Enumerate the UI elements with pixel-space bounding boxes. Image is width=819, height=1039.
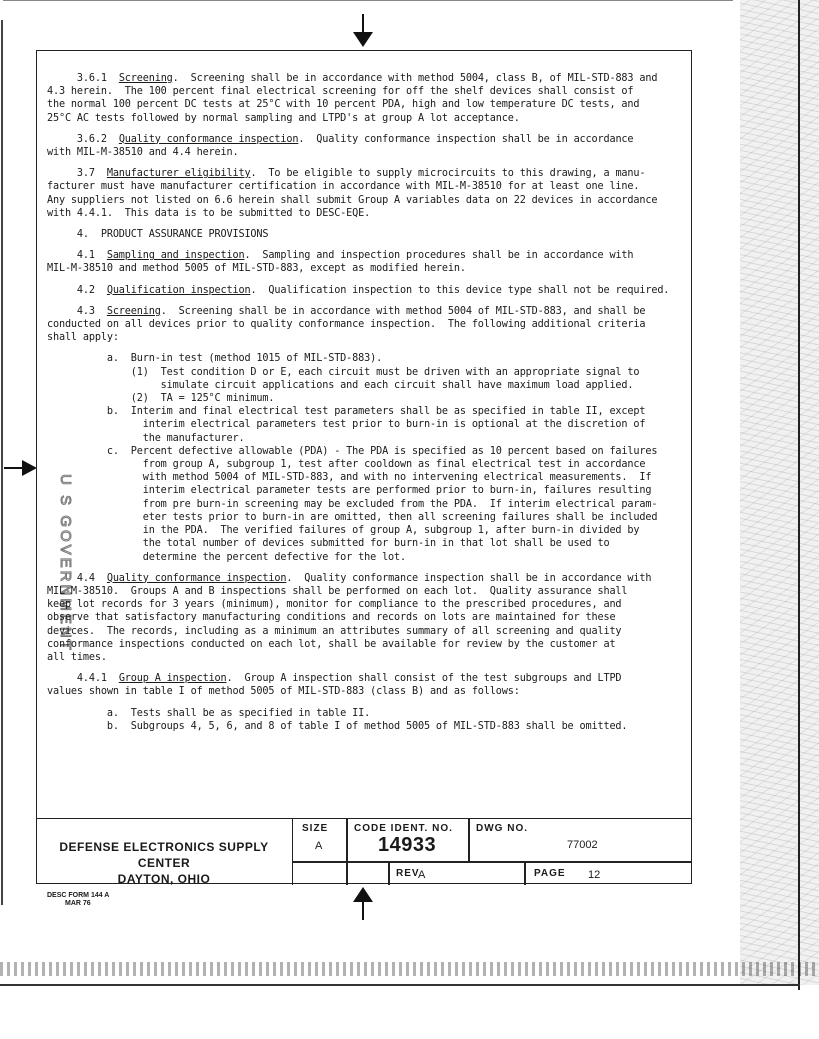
paragraph-4-2: [47, 284, 695, 297]
text-line: conducted on all devices prior to quality conformance inspection. The following additional criteria: [47, 319, 646, 331]
page-label: PAGE: [534, 868, 566, 879]
paragraph-4-4-1-list: [47, 707, 695, 733]
size-value: A: [315, 840, 323, 852]
rev-label: REV: [396, 868, 420, 879]
paragraph-4-1: [47, 249, 695, 275]
left-edge-rule: [1, 20, 3, 905]
title-block: [36, 818, 692, 885]
text-line: observe that satisfactory manufacturing conditions and records on lots are maintained for these: [47, 612, 616, 624]
text-line: a. Tests shall be as specified in table II.: [47, 707, 371, 719]
divider: [388, 861, 390, 885]
code-ident-label: CODE IDENT. NO.: [354, 823, 453, 834]
paragraph-3-7: [47, 167, 695, 220]
agency-name: DEFENSE ELECTRONICS SUPPLY CENTER: [59, 840, 269, 870]
text-line: b. Subgroups 4, 5, 6, and 8 of table I of method 5005 of MIL-STD-883 shall be omitted.: [47, 720, 628, 732]
text-line: 4.4 Quality conformance inspection. Quality conformance inspection shall be in accordance with: [47, 572, 652, 584]
top-edge-rule: [3, 0, 733, 1]
text-line: b. Interim and final electrical test parameters shall be as specified in table II, except: [47, 406, 646, 418]
text-line: from group A, subgroup 1, test after cooldown as final electrical test in accordance: [47, 459, 646, 471]
text-line: 4. PRODUCT ASSURANCE PROVISIONS: [47, 229, 269, 241]
text-line: with method 5004 of MIL-STD-883, and with no intervening electrical measurements. If: [47, 472, 652, 484]
text-line: 25°C AC tests followed by normal sampling and LTPD's at group A lot acceptance.: [47, 112, 520, 124]
registration-arrow-up-icon: [352, 886, 374, 920]
text-line: 3.6.2 Quality conformance inspection. Quality conformance inspection shall be in accordance: [47, 133, 634, 145]
text-line: values shown in table I of method 5005 of MIL-STD-883 (class B) and as follows:: [47, 686, 520, 698]
text-line: (2) TA = 125°C minimum.: [47, 393, 275, 405]
text-line: determine the percent defective for the lot.: [47, 551, 407, 563]
page-value: 12: [588, 869, 601, 881]
text-line: all times.: [47, 651, 107, 663]
agency-location: DAYTON, OHIO: [117, 872, 211, 886]
size-label: SIZE: [302, 823, 329, 834]
form-number: [47, 892, 109, 908]
text-line: with MIL-M-38510 and 4.4 herein.: [47, 147, 239, 159]
text-line: 4.4.1 Group A inspection. Group A inspection shall consist of the test subgroups and LTPD: [47, 673, 622, 685]
scan-noise-edge: [740, 0, 819, 985]
text-line: keep lot records for 3 years (minimum), monitor for compliance to the prescribed procedures, and: [47, 599, 622, 611]
divider: [524, 861, 526, 885]
text-line: devices. The records, including as a minimum an attributes summary of all screening and quality: [47, 625, 622, 637]
side-arrow-right-icon: [4, 459, 38, 477]
text-line: MIL-M-38510 and method 5005 of MIL-STD-883, except as modified herein.: [47, 263, 466, 275]
text-line: 3.6.1 Screening. Screening shall be in accordance with method 5004, class B, of MIL-STD-883 and: [47, 73, 658, 84]
form-date-line: MAR 76: [65, 900, 91, 907]
text-line: the total number of devices submitted for burn-in in that lot shall be used to: [47, 538, 610, 550]
bottom-edge-rule: [0, 984, 800, 986]
text-line: interim electrical parameters test prior to burn-in is optional at the discretion of: [47, 419, 646, 431]
us-government-stamp: U S GOVERNMENT: [56, 474, 74, 653]
text-line: eter tests prior to burn-in are omitted, then all screening failures shall be included: [47, 511, 658, 523]
divider: [293, 861, 692, 863]
agency-block: [36, 819, 293, 885]
text-line: MIL-M-38510. Groups A and B inspections shall be performed on each lot. Quality assurance shall: [47, 585, 628, 597]
text-line: 4.1 Sampling and inspection. Sampling and inspection procedures shall be in accordance with: [47, 250, 634, 262]
dwg-no-value: 77002: [567, 839, 598, 851]
divider: [346, 819, 348, 885]
text-line: (1) Test condition D or E, each circuit must be driven with an appropriate signal to: [47, 366, 640, 378]
scan-edge-line: [798, 0, 800, 990]
text-line: 4.3 Screening. Screening shall be in accordance with method 5004 of MIL-STD-883, and shall be: [47, 305, 646, 317]
text-line: a. Burn-in test (method 1015 of MIL-STD-883).: [47, 353, 383, 365]
form-number-line: DESC FORM 144 A: [47, 892, 110, 899]
paragraph-4: [47, 228, 695, 241]
text-line: the manufacturer.: [47, 432, 245, 444]
text-line: interim electrical parameter tests are performed prior to burn-in, failures resulting: [47, 485, 652, 497]
dwg-no-label: DWG NO.: [476, 823, 528, 834]
registration-arrow-down-icon: [352, 14, 374, 48]
text-line: c. Percent defective allowable (PDA) - The PDA is specified as 10 percent based on failures: [47, 445, 658, 457]
text-line: facturer must have manufacturer certification in accordance with MIL-M-38510 for at least one line.: [47, 181, 640, 193]
code-ident-value: 14933: [378, 834, 437, 856]
paragraph-4-3-list: [47, 352, 695, 563]
paragraph-3-6-1: [47, 72, 695, 125]
paragraph-3-6-2: [47, 133, 695, 159]
text-line: in the PDA. The verified failures of group A, subgroup 1, after burn-in divided by: [47, 525, 640, 537]
text-line: the normal 100 percent DC tests at 25°C with 10 percent PDA, high and low temperature DC tests, and: [47, 99, 640, 111]
paragraph-4-3: [47, 305, 695, 345]
text-line: conformance inspections conducted on each lot, shall be available for review by the customer at: [47, 638, 616, 650]
text-line: shall apply:: [47, 332, 119, 344]
text-line: with 4.4.1. This data is to be submitted to DESC-EQE.: [47, 207, 371, 219]
divider: [468, 819, 470, 861]
paragraph-4-4-1: [47, 672, 695, 698]
text-line: simulate circuit applications and each circuit shall have maximum load applied.: [47, 379, 634, 391]
text-line: 4.3 herein. The 100 percent final electrical screening for off the shelf devices shall consist of: [47, 86, 634, 98]
document-body: [47, 72, 695, 741]
rev-value: A: [418, 869, 426, 881]
text-line: from pre burn-in screening may be excluded from the PDA. If interim electrical param-: [47, 498, 658, 510]
text-line: Any suppliers not listed on 6.6 herein shall submit Group A variables data on 22 devices in accordance: [47, 194, 658, 206]
paragraph-4-4: [47, 572, 695, 664]
text-line: 3.7 Manufacturer eligibility. To be eligible to supply microcircuits to this drawing, a manu-: [47, 168, 646, 180]
text-line: 4.2 Qualification inspection. Qualification inspection to this device type shall not be required.: [47, 284, 670, 296]
scan-noise-bottom: [0, 962, 819, 976]
